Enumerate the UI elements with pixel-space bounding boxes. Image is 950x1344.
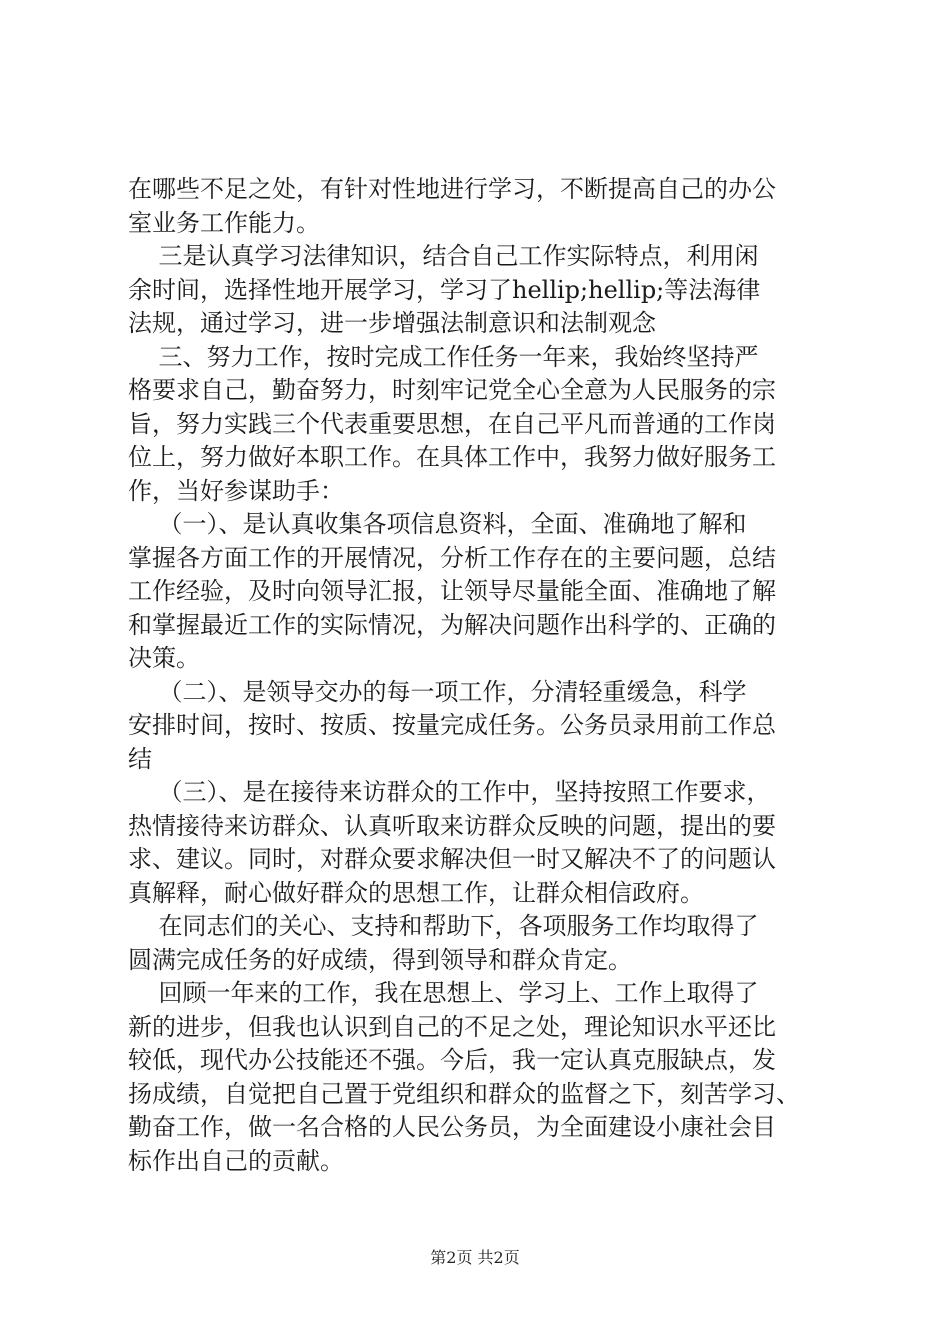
- document-body: [128, 173, 828, 1178]
- text-line: 热情接待来访群众、认真听取来访群众反映的问题，提出的要: [128, 811, 776, 840]
- text-line: 新的进步，但我也认识到自己的不足之处，理论知识水平还比: [128, 1012, 776, 1041]
- text-line: 在哪些不足之处，有针对性地进行学习，不断提高自己的办公: [128, 175, 776, 203]
- text-line: （一）、是认真收集各项信息资料，全面、准确地了解和: [128, 510, 747, 538]
- text-line: 掌握各方面工作的开展情况，分析工作存在的主要问题，总结: [128, 543, 776, 572]
- text-line: 结: [128, 744, 152, 773]
- text-line: 真解释，耐心做好群众的思想工作，让群众相信政府。: [128, 878, 704, 907]
- text-line: 较低，现代办公技能还不强。今后，我一定认真克服缺点，发: [128, 1046, 776, 1074]
- text-line: （三）、是在接待来访群众的工作中，坚持按照工作要求，: [128, 778, 771, 806]
- text-line: 标作出自己的贡献。: [128, 1146, 344, 1175]
- text-line: 安排时间，按时、按质、按量完成任务。公务员录用前工作总: [128, 711, 776, 739]
- text-line: 回顾一年来的工作，我在思想上、学习上、工作上取得了: [128, 979, 759, 1007]
- text-line: 圆满完成任务的好成绩，得到领导和群众肯定。: [128, 945, 632, 974]
- text-line: （二）、是领导交办的每一项工作，分清轻重缓急，科学: [128, 677, 747, 706]
- text-line: 勤奋工作，做一名合格的人民公务员，为全面建设小康社会目: [128, 1113, 776, 1141]
- text-line: 位上，努力做好本职工作。在具体工作中，我努力做好服务工: [128, 443, 776, 471]
- text-line: 求、建议。同时，对群众要求解决但一时又解决不了的问题认: [128, 845, 776, 873]
- text-line: 决策。: [128, 644, 200, 672]
- text-line: 格要求自己，勤奋努力，时刻牢记党全心全意为人民服务的宗: [128, 376, 776, 404]
- text-line: 余时间，选择性地开展学习，学习了hellip;hellip;等法海律: [128, 275, 761, 304]
- text-line: 室业务工作能力。: [128, 208, 320, 237]
- text-line: 作，当好参谋助手：: [128, 476, 344, 505]
- text-line: 旨，努力实践三个代表重要思想，在自己平凡而普通的工作岗: [128, 409, 776, 438]
- text-line: 工作经验，及时向领导汇报，让领导尽量能全面、准确地了解: [128, 577, 776, 605]
- text-line: 三是认真学习法律知识，结合自己工作实际特点，利用闲: [128, 242, 759, 270]
- text-line: 三、努力工作，按时完成工作任务一年来，我始终坚持严: [128, 342, 759, 371]
- text-line: 和掌握最近工作的实际情况，为解决问题作出科学的、正确的: [128, 610, 776, 639]
- text-line: 在同志们的关心、支持和帮助下，各项服务工作均取得了: [128, 912, 759, 940]
- text-line: 法规，通过学习，进一步增强法制意识和法制观念: [128, 309, 656, 337]
- page-number-footer: 第2页 共2页: [430, 1248, 520, 1267]
- text-line: 扬成绩，自觉把自己置于党组织和群众的监督之下，刻苦学习、: [128, 1079, 800, 1108]
